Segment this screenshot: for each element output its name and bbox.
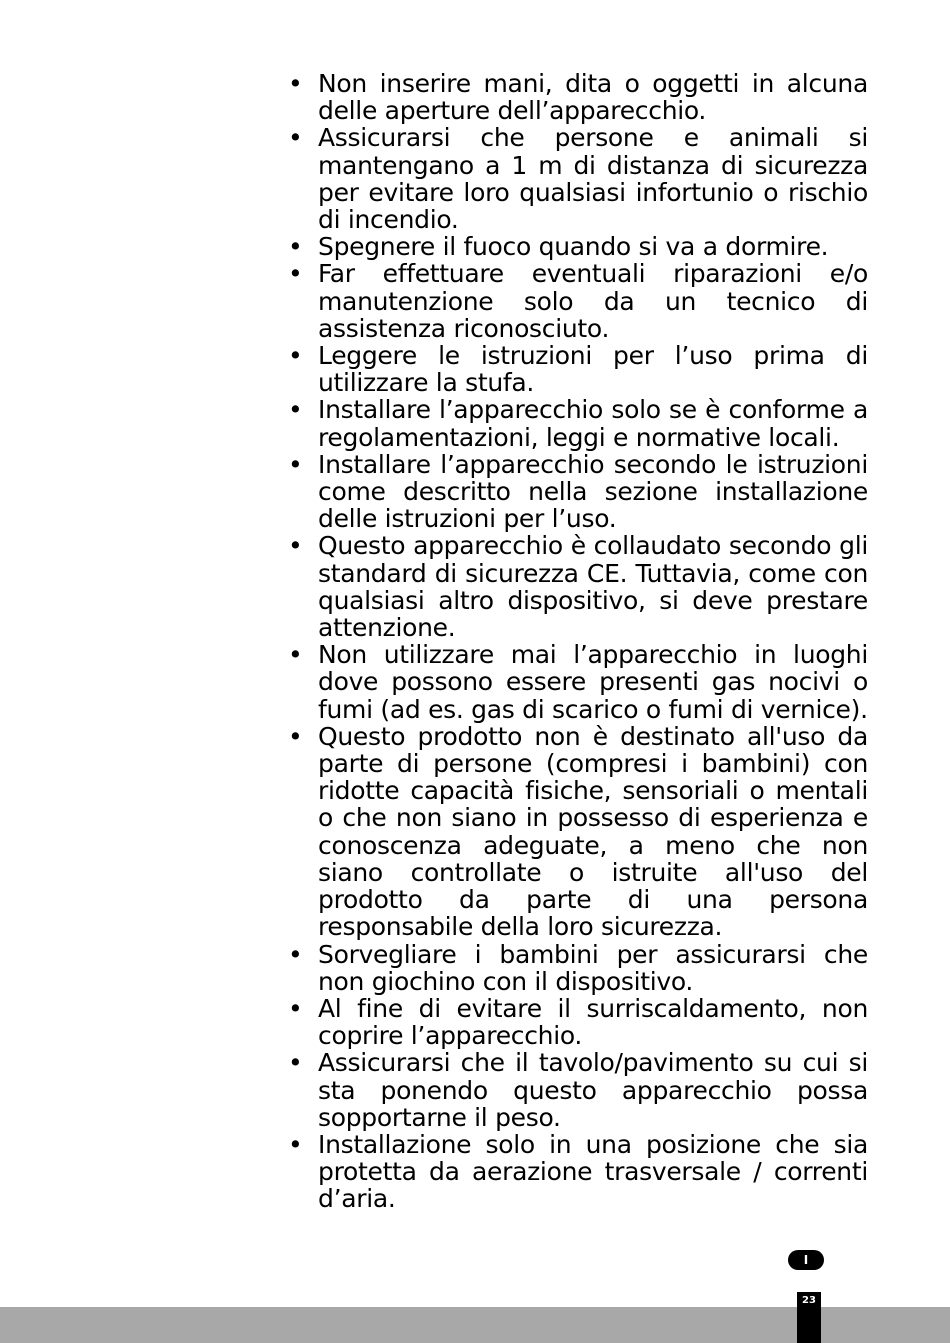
list-item	[284, 124, 868, 233]
bullet-icon: •	[288, 449, 303, 479]
list-item	[284, 723, 868, 941]
bullet-icon: •	[288, 232, 303, 262]
list-item-text: Sorvegliare i bambini per assicurarsi che non giochino con il dispositivo.	[318, 939, 868, 996]
bullet-icon: •	[288, 259, 303, 289]
list-item	[284, 1049, 868, 1131]
list-item-text: Installare l’apparecchio solo se è conforme a regolamentazioni, leggi e normative locali.	[318, 395, 868, 452]
list-item-text: Questo apparecchio è collaudato secondo gli standard di sicurezza CE. Tuttavia, come con qualsiasi altro dispositivo, si deve prestare attenzione.	[318, 531, 868, 643]
list-item	[284, 1131, 868, 1213]
list-item-text: Spegnere il fuoco quando si va a dormire.	[318, 232, 829, 262]
bullet-icon: •	[288, 1129, 303, 1159]
list-item-text: Questo prodotto non è destinato all'uso da parte di persone (compresi i bambini) con ridotte capacità fisiche, sensoriali o mentali o che non siano in possesso di esperienza e conoscenza adeguate, a meno che non siano controllate o istruite all'uso del prodotto da parte di una persona responsabile della loro sicurezza.	[318, 721, 868, 942]
list-item-text: Non utilizzare mai l’apparecchio in luoghi dove possono essere presenti gas nocivi o fumi (ad es. gas di scarico o fumi di vernice).	[318, 640, 868, 724]
list-item-text: Assicurarsi che il tavolo/pavimento su cui si sta ponendo questo apparecchio possa sopportarne il peso.	[318, 1048, 868, 1132]
list-item-text: Leggere le istruzioni per l’uso prima di utilizzare la stufa.	[318, 341, 868, 398]
list-item	[284, 641, 868, 723]
list-item	[284, 995, 868, 1049]
bullet-icon: •	[288, 341, 303, 371]
list-item-text: Installare l’apparecchio secondo le istruzioni come descritto nella sezione installazione delle istruzioni per l’uso.	[318, 449, 868, 534]
bullet-icon: •	[288, 640, 303, 670]
language-badge: I	[788, 1250, 824, 1270]
bullet-list	[284, 70, 868, 1213]
safety-instructions	[284, 70, 868, 1213]
bullet-icon: •	[288, 721, 303, 751]
list-item-text: Far effettuare eventuali riparazioni e/o manutenzione solo da un tecnico di assistenza riconosciuto.	[318, 259, 868, 343]
page-number-tab	[797, 1292, 821, 1343]
bullet-icon: •	[288, 395, 303, 425]
list-item	[284, 941, 868, 995]
list-item	[284, 233, 868, 260]
list-item	[284, 70, 868, 124]
bullet-icon: •	[288, 531, 303, 561]
bullet-icon: •	[288, 939, 303, 969]
bullet-icon: •	[288, 123, 303, 153]
list-item-text: Al fine di evitare il surriscaldamento, non coprire l’apparecchio.	[318, 993, 868, 1051]
list-item-text: Installazione solo in una posizione che sia protetta da aerazione trasversale / correnti d’aria.	[318, 1129, 868, 1214]
list-item	[284, 451, 868, 533]
list-item	[284, 396, 868, 450]
list-item-text: Assicurarsi che persone e animali si mantengano a 1 m di distanza di sicurezza per evitare loro qualsiasi infortunio o rischio di incendio.	[318, 123, 868, 235]
list-item	[284, 260, 868, 342]
list-item	[284, 342, 868, 396]
list-item	[284, 532, 868, 641]
bullet-icon: •	[288, 993, 303, 1023]
list-item-text: Non inserire mani, dita o oggetti in alcuna delle aperture dell’apparecchio.	[318, 69, 868, 126]
page-number: 23	[802, 1295, 816, 1306]
bullet-icon: •	[288, 1048, 303, 1078]
bullet-icon: •	[288, 69, 303, 98]
